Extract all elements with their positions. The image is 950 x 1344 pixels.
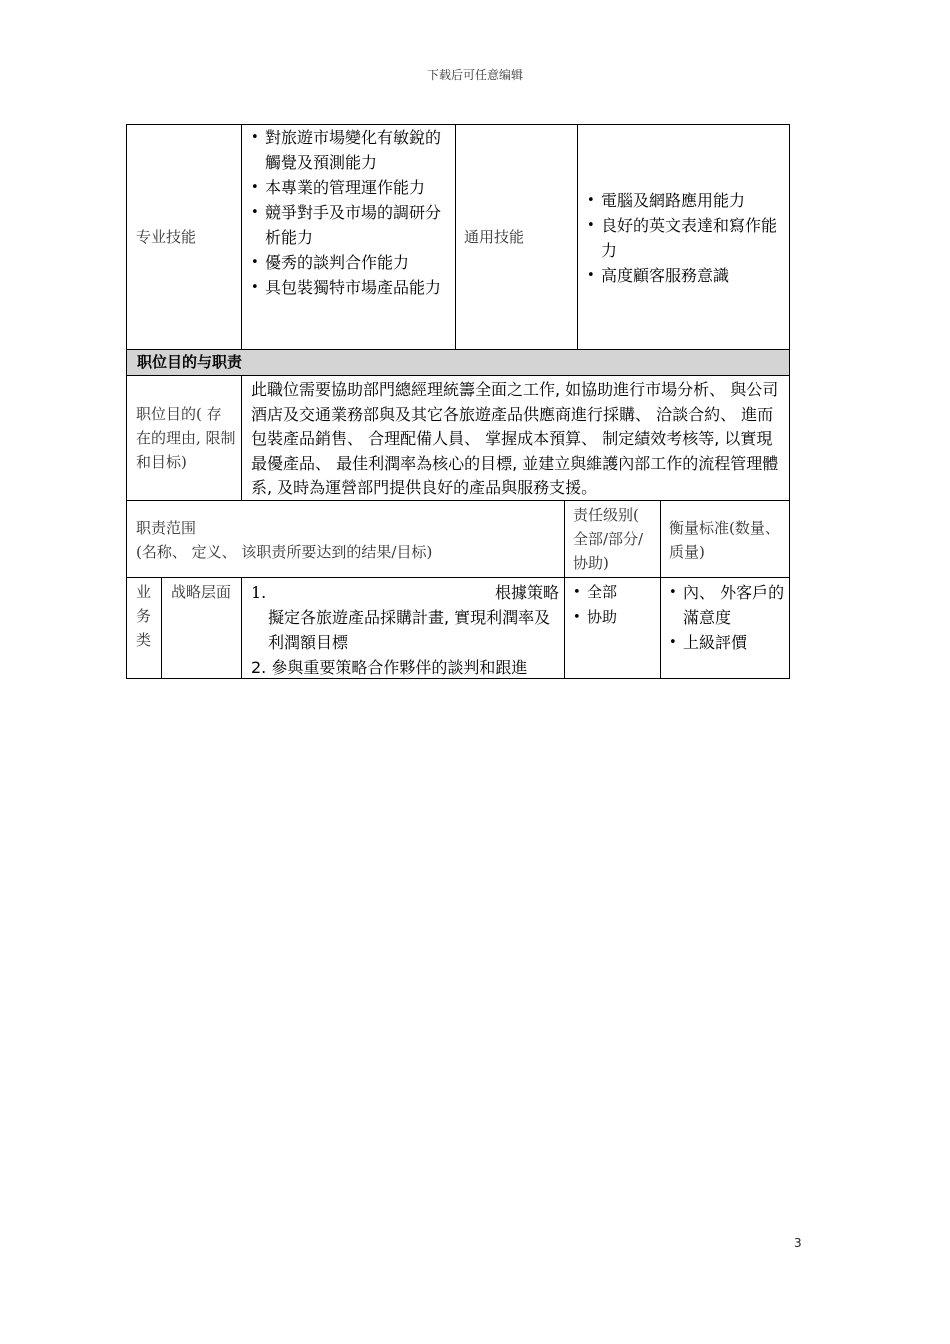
page-header-note: 下载后可任意编辑 [426,68,523,82]
duty-subcategory: 战略层面 [171,583,232,601]
list-item: • 電腦及網路應用能力 [581,188,786,213]
duty-item1-lead: 根據策略 [494,583,559,602]
list-item: • 對旅遊市場變化有敏銳的觸覺及預測能力 [245,125,451,175]
purpose-table [126,349,790,501]
list-item: • 上級評價 [663,630,785,655]
professional-skills-list [245,125,451,300]
general-skills-label: 通用技能 [464,228,525,246]
list-item: • 內、 外客戶的滿意度 [663,580,785,630]
duty-category: 业务类 [136,583,152,649]
list-item: • 本專業的管理運作能力 [245,175,451,200]
duty-measure-list [663,580,785,655]
duty-level-list [567,580,655,630]
duty-item2-text: 2. 參與重要策略合作夥伴的談判和跟進 [251,658,528,677]
scope-subtitle: (名称、 定义、 该职责所要达到的结果/目标) [136,543,433,561]
professional-skills-label: 专业技能 [136,228,197,246]
scope-title: 职责范围 [136,519,197,537]
section-title: 职位目的与职责 [127,350,789,376]
responsibility-level-header: 责任级别( 全部/部分/协助) [573,506,644,572]
duty-item1-number: 1. [251,583,267,602]
duty-content [251,580,559,680]
general-skills-list [581,188,786,288]
list-item: • 良好的英文表達和寫作能力 [581,213,786,263]
purpose-label: 职位目的( 存在的理由, 限制和目标) [136,405,236,471]
list-item: • 协助 [567,605,655,630]
list-item: • 全部 [567,580,655,605]
duty-item1-text: 擬定各旅遊產品採購計畫, 實現利潤率及利潤額目標 [268,608,551,652]
skills-table [126,124,790,351]
list-item: • 具包裝獨特市場產品能力 [245,275,451,300]
list-item: • 優秀的談判合作能力 [245,250,451,275]
list-item: • 高度顧客服務意識 [581,263,786,288]
duties-table [126,500,790,679]
measure-standard-header: 衡量标准(数量、 质量) [669,519,780,561]
purpose-text: 此職位需要協助部門總經理統籌全面之工作, 如協助進行市場分析、 與公司酒店及交通業務部與及其它各旅遊產品供應商進行採購、 洽談合約、 進而包裝產品銷售、 合理配備人員、 掌握成本預算、 制定績效考核等, 以實現最優產品、 最佳利潤率為核心的目標, 並建立與維護內部工作的流程管理體系, 及時為運營部門提供良好的產品與服務支援。 [251,380,779,497]
page-number: 3 [794,1236,802,1250]
list-item: • 競爭對手及市場的調研分析能力 [245,200,451,250]
